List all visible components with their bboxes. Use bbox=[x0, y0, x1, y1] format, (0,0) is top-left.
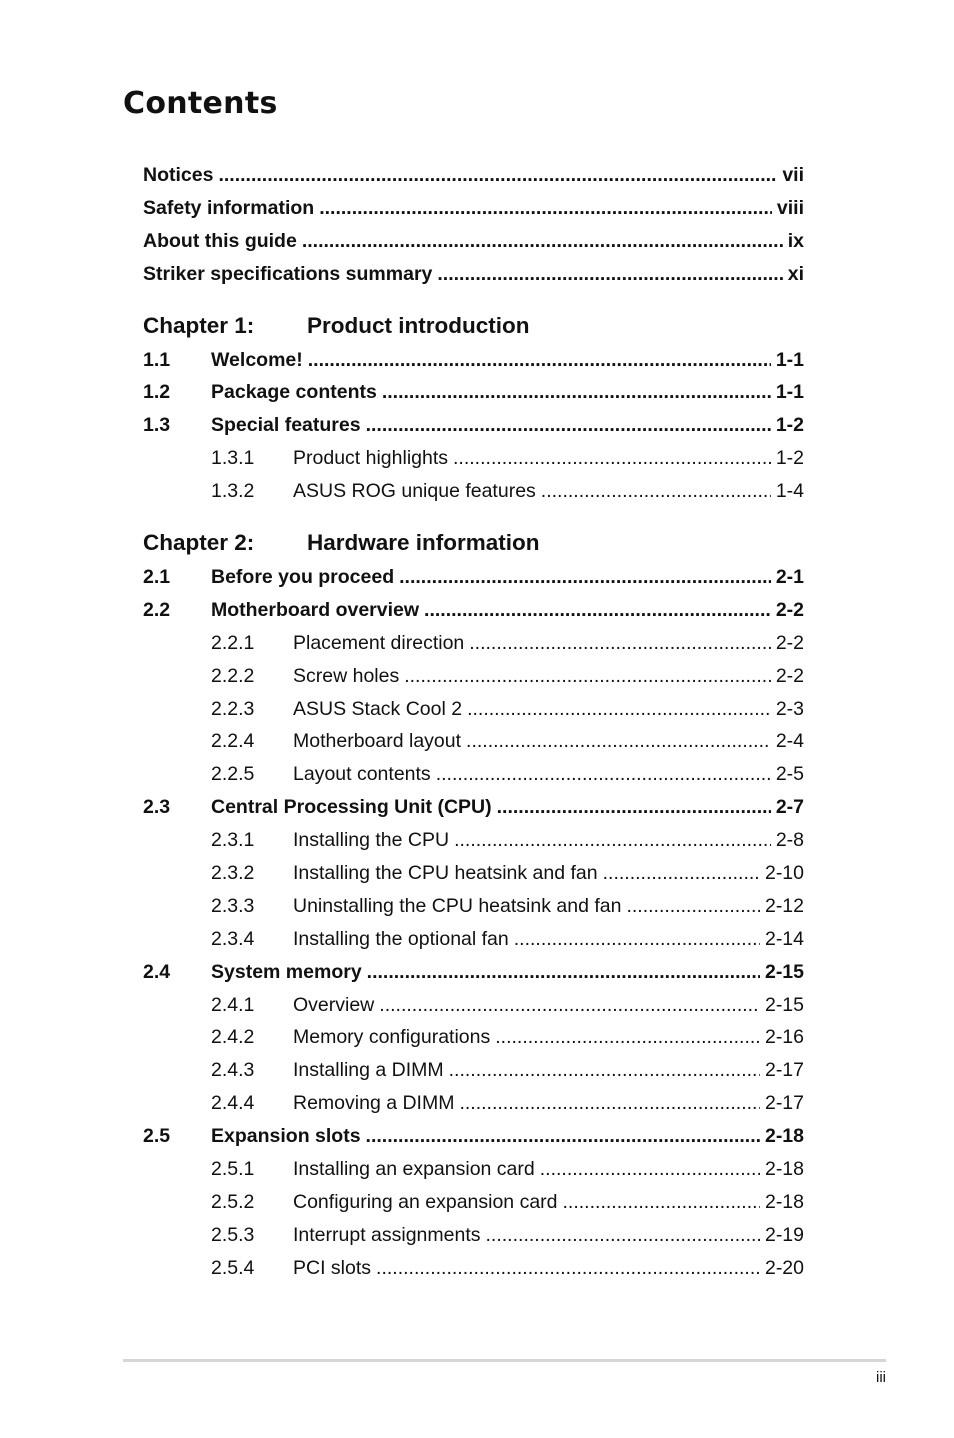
toc-entry-label: Configuring an expansion card bbox=[293, 1190, 558, 1213]
toc-entry-label: Installing an expansion card bbox=[293, 1158, 535, 1181]
subsection-number: 2.5.2 bbox=[211, 1190, 255, 1213]
dot-leader bbox=[486, 1224, 760, 1247]
toc-entry-label: Central Processing Unit (CPU) bbox=[211, 796, 492, 819]
toc-entry-page: 2-8 bbox=[775, 829, 804, 852]
subsection-number: 2.5.1 bbox=[211, 1158, 255, 1181]
toc-entry-page: xi bbox=[787, 262, 804, 285]
toc-entry-page: 2-20 bbox=[764, 1256, 804, 1279]
subsection-number: 2.2.3 bbox=[211, 697, 255, 720]
dot-leader bbox=[467, 698, 771, 721]
dot-leader bbox=[367, 961, 760, 984]
subsection-number: 2.2.2 bbox=[211, 664, 255, 687]
dot-leader bbox=[366, 1125, 760, 1148]
toc-entry-page: 2-2 bbox=[775, 664, 804, 687]
dot-leader bbox=[603, 862, 760, 885]
section-number: 2.1 bbox=[143, 566, 171, 589]
toc-entry-label: ASUS ROG unique features bbox=[293, 480, 536, 503]
toc-entry-label: Placement direction bbox=[293, 631, 465, 654]
dot-leader bbox=[497, 796, 771, 819]
subsection-number: 2.2.5 bbox=[211, 763, 255, 786]
toc-entry-page: 1-4 bbox=[775, 480, 804, 503]
subsection-number: 2.5.3 bbox=[211, 1223, 255, 1246]
toc-entry-page: 2-19 bbox=[764, 1223, 804, 1246]
toc-entry-page: vii bbox=[782, 164, 804, 186]
section-number: 1.2 bbox=[143, 381, 171, 404]
subsection-number: 2.4.4 bbox=[211, 1092, 255, 1115]
toc-entry-specifications-summary[interactable] bbox=[143, 263, 804, 296]
toc-entry[interactable] bbox=[143, 349, 804, 382]
dot-leader bbox=[436, 763, 771, 786]
dot-leader bbox=[302, 230, 783, 253]
toc-subentry[interactable] bbox=[143, 632, 804, 665]
toc-subentry[interactable] bbox=[143, 730, 804, 763]
chapter-2-heading[interactable] bbox=[143, 530, 804, 566]
dot-leader bbox=[319, 197, 772, 220]
toc-entry[interactable] bbox=[143, 961, 804, 994]
toc-entry-page: 2-5 bbox=[775, 763, 804, 786]
dot-leader bbox=[218, 164, 777, 187]
dot-leader bbox=[453, 447, 771, 470]
toc-subentry[interactable] bbox=[143, 480, 804, 513]
subsection-number: 2.3.2 bbox=[211, 862, 255, 885]
toc-subentry[interactable] bbox=[143, 829, 804, 862]
dot-leader bbox=[424, 599, 771, 622]
dot-leader bbox=[449, 1059, 760, 1082]
page-number: iii bbox=[876, 1369, 886, 1386]
subsection-number: 2.2.4 bbox=[211, 730, 255, 753]
section-number: 1.3 bbox=[143, 414, 171, 437]
toc-entry-page: 1-2 bbox=[775, 414, 804, 437]
toc-entry-label: Installing the optional fan bbox=[293, 927, 509, 950]
dot-leader bbox=[366, 414, 771, 437]
toc-entry[interactable] bbox=[143, 796, 804, 829]
dot-leader bbox=[469, 632, 771, 655]
toc-entry-page: 1-2 bbox=[775, 447, 804, 470]
toc-entry-label: PCI slots bbox=[293, 1256, 372, 1279]
toc-entry-page: 2-7 bbox=[775, 796, 804, 819]
toc-entry-page: 2-10 bbox=[764, 862, 804, 885]
chapter-number: Chapter 2: bbox=[143, 530, 255, 556]
section-number: 1.1 bbox=[143, 348, 171, 371]
toc-subentry[interactable] bbox=[143, 895, 804, 928]
table-of-contents bbox=[143, 164, 804, 1290]
toc-entry-safety-information[interactable] bbox=[143, 197, 804, 230]
subsection-number: 2.4.2 bbox=[211, 1026, 255, 1049]
toc-entry-label: Striker specifications summary bbox=[143, 262, 433, 285]
toc-entry-label: Interrupt assignments bbox=[293, 1223, 481, 1246]
toc-entry-page: 2-18 bbox=[764, 1125, 804, 1148]
toc-entry-label: Package contents bbox=[211, 381, 377, 404]
dot-leader bbox=[308, 349, 771, 372]
subsection-number: 2.3.4 bbox=[211, 927, 255, 950]
toc-entry-page: 2-4 bbox=[775, 730, 804, 753]
toc-entry[interactable] bbox=[143, 414, 804, 447]
dot-leader bbox=[459, 1092, 760, 1115]
toc-entry-label: About this guide bbox=[143, 229, 297, 252]
dot-leader bbox=[541, 480, 771, 503]
toc-entry-page: 2-1 bbox=[775, 566, 804, 589]
toc-entry-label: Expansion slots bbox=[211, 1125, 361, 1148]
subsection-number: 2.3.1 bbox=[211, 829, 255, 852]
toc-entry-page: 1-1 bbox=[775, 381, 804, 404]
toc-entry-page: 2-18 bbox=[764, 1190, 804, 1213]
toc-subentry[interactable] bbox=[143, 1257, 804, 1290]
toc-entry-label: Installing a DIMM bbox=[293, 1059, 444, 1082]
toc-entry-page: 2-2 bbox=[775, 631, 804, 654]
dot-leader bbox=[563, 1191, 760, 1214]
subsection-number: 2.2.1 bbox=[211, 631, 255, 654]
dot-leader bbox=[404, 665, 771, 688]
toc-entry-page: 2-17 bbox=[764, 1059, 804, 1082]
toc-entry[interactable] bbox=[143, 381, 804, 414]
toc-entry-label: Notices bbox=[143, 164, 214, 186]
toc-subentry[interactable] bbox=[143, 1224, 804, 1257]
toc-subentry[interactable] bbox=[143, 1059, 804, 1092]
toc-entry-label: Installing the CPU bbox=[293, 829, 450, 852]
toc-entry-page: 2-17 bbox=[764, 1092, 804, 1115]
toc-entry-label: Screw holes bbox=[293, 664, 400, 687]
chapter-title: Product introduction bbox=[307, 312, 530, 338]
toc-entry-label: Memory configurations bbox=[293, 1026, 491, 1049]
section-number: 2.4 bbox=[143, 960, 171, 983]
toc-entry-page: 2-3 bbox=[775, 697, 804, 720]
page-title: Contents bbox=[123, 86, 278, 121]
dot-leader bbox=[540, 1158, 760, 1181]
toc-entry-label: Before you proceed bbox=[211, 566, 395, 589]
toc-subentry[interactable] bbox=[143, 698, 804, 731]
toc-entry-label: System memory bbox=[211, 960, 362, 983]
toc-subentry[interactable] bbox=[143, 665, 804, 698]
toc-entry-page: ix bbox=[787, 229, 804, 252]
toc-entry-label: Uninstalling the CPU heatsink and fan bbox=[293, 894, 622, 917]
dot-leader bbox=[626, 895, 760, 918]
section-number: 2.5 bbox=[143, 1125, 171, 1148]
dot-leader bbox=[437, 263, 782, 286]
toc-entry-label: Installing the CPU heatsink and fan bbox=[293, 862, 598, 885]
toc-entry-notices[interactable] bbox=[143, 164, 804, 197]
chapter-number: Chapter 1: bbox=[143, 312, 255, 338]
dot-leader bbox=[399, 566, 771, 589]
subsection-number: 1.3.2 bbox=[211, 480, 255, 503]
toc-entry[interactable] bbox=[143, 1125, 804, 1158]
toc-entry-label: Motherboard overview bbox=[211, 598, 420, 621]
toc-entry-page: 2-18 bbox=[764, 1158, 804, 1181]
section-number: 2.3 bbox=[143, 796, 171, 819]
dot-leader bbox=[376, 1257, 760, 1280]
subsection-number: 2.3.3 bbox=[211, 894, 255, 917]
toc-entry-page: 2-15 bbox=[764, 993, 804, 1016]
subsection-number: 2.5.4 bbox=[211, 1256, 255, 1279]
dot-leader bbox=[379, 994, 760, 1017]
toc-entry-label: Special features bbox=[211, 414, 361, 437]
subsection-number: 2.4.1 bbox=[211, 993, 255, 1016]
dot-leader bbox=[382, 381, 771, 404]
toc-entry[interactable] bbox=[143, 599, 804, 632]
toc-subentry[interactable] bbox=[143, 1026, 804, 1059]
toc-entry-page: 2-12 bbox=[764, 894, 804, 917]
section-number: 2.2 bbox=[143, 598, 171, 621]
toc-subentry[interactable] bbox=[143, 1191, 804, 1224]
toc-subentry[interactable] bbox=[143, 763, 804, 796]
toc-subentry[interactable] bbox=[143, 1158, 804, 1191]
toc-subentry[interactable] bbox=[143, 994, 804, 1027]
footer-rule bbox=[123, 1359, 886, 1362]
toc-entry-page: 2-15 bbox=[764, 960, 804, 983]
subsection-number: 1.3.1 bbox=[211, 447, 255, 470]
toc-entry-label: Welcome! bbox=[211, 348, 303, 371]
toc-entry-label: ASUS Stack Cool 2 bbox=[293, 697, 463, 720]
toc-entry-label: Motherboard layout bbox=[293, 730, 462, 753]
toc-entry[interactable] bbox=[143, 566, 804, 599]
toc-entry-label: Removing a DIMM bbox=[293, 1092, 455, 1115]
toc-entry-label: Overview bbox=[293, 993, 375, 1016]
dot-leader bbox=[495, 1026, 760, 1049]
toc-entry-about-this-guide[interactable] bbox=[143, 230, 804, 263]
toc-entry-page: 2-14 bbox=[764, 927, 804, 950]
toc-entry-page: 1-1 bbox=[775, 348, 804, 371]
toc-subentry[interactable] bbox=[143, 1092, 804, 1125]
toc-entry-label: Product highlights bbox=[293, 447, 449, 470]
toc-entry-label: Layout contents bbox=[293, 763, 431, 786]
dot-leader bbox=[466, 730, 771, 753]
dot-leader bbox=[514, 928, 760, 951]
toc-subentry[interactable] bbox=[143, 928, 804, 961]
subsection-number: 2.4.3 bbox=[211, 1059, 255, 1082]
toc-subentry[interactable] bbox=[143, 447, 804, 480]
toc-entry-page: 2-16 bbox=[764, 1026, 804, 1049]
toc-entry-page: viii bbox=[776, 196, 804, 219]
dot-leader bbox=[454, 829, 771, 852]
toc-subentry[interactable] bbox=[143, 862, 804, 895]
chapter-1-heading[interactable] bbox=[143, 313, 804, 349]
toc-entry-page: 2-2 bbox=[775, 598, 804, 621]
toc-entry-label: Safety information bbox=[143, 196, 315, 219]
chapter-title: Hardware information bbox=[307, 530, 540, 556]
